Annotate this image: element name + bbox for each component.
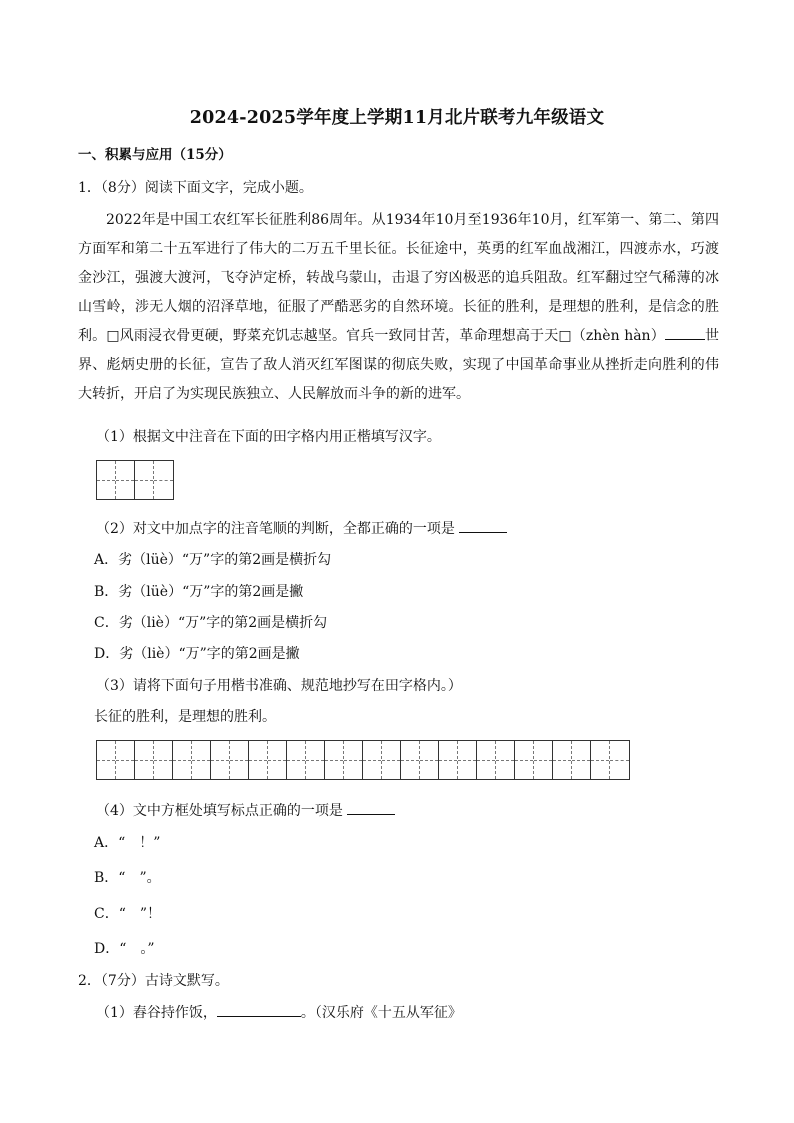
reading-passage: 2022年是中国工农红军长征胜利86周年。从1934年10月至1936年10月，红军第一、第二、第四方面军和第二十五军进行了伟大的二万五千里长征。长征途中，英勇的红军血战湘江，四渡赤水，巧渡金沙江，强渡大渡河，飞夺泸定桥，转战乌蒙山，击退了穷凶极恶的追兵阻敌。红军翻过空气稀薄的冰山雪岭，涉无人烟的沼泽草地，征服了严酷恶劣的自然环境。长征的胜利，是理想的胜利，是信念的胜利。□风雨浸衣骨更硬，野菜充饥志越坚。官兵一致同甘苦，革命理想高于天□（zhèn hàn） 世界、彪炳史册的长征，宣告了敌人消灭红军图谋的彻底失败，实现了中国革命事业从挫折走向胜利的伟大转折，开启了为实现民族独立、人民解放而斗争的新的进军。 [78,212,720,402]
copy-sentence: 长征的胜利，是理想的胜利。 [94,709,276,725]
option-4c[interactable]: C．“ ”！ [94,906,162,922]
answer-blank-2[interactable] [459,518,507,533]
answer-blank-4[interactable] [347,800,395,815]
tianzige-grid-large[interactable] [96,740,630,780]
option-2d[interactable]: D．劣（liè）“万”字的第2画是撇 [94,646,300,662]
question-1-header: 1．（8分）阅读下面文字，完成小题。 [78,180,313,196]
option-4d[interactable]: D．“ 。” [94,941,155,957]
sub-question-1: （1）根据文中注音在下面的田字格内用正楷填写汉字。 [96,429,441,445]
sub-question-3: （3）请将下面句子用楷书准确、规范地抄写在田字格内。） [96,678,462,694]
option-2b[interactable]: B．劣（lüè）“万”字的第2画是撇 [94,584,304,600]
poem-blank-1[interactable] [217,1002,301,1017]
section-heading: 一、积累与应用（15分） [78,147,232,163]
option-2a[interactable]: A．劣（lüè）“万”字的第2画是横折勾 [94,552,332,568]
page-title: 2024-2025学年度上学期11月北片联考九年级语文 [189,108,605,128]
question-2-header: 2．（7分）古诗文默写。 [78,973,229,989]
option-4b[interactable]: B．“ ”。 [94,870,161,886]
sub-question-2: （2）对文中加点字的注音笔顺的判断，全都正确的一项是 [96,518,507,538]
option-2c[interactable]: C．劣（liè）“万”字的第2画是横折勾 [94,615,328,631]
tianzige-grid-small[interactable] [96,460,174,500]
sub-question-4: （4）文中方框处填写标点正确的一项是 [96,800,395,820]
option-4a[interactable]: A．“ ！” [94,835,161,851]
question-2-sub-1: （1）舂谷持作饭， 。（汉乐府《十五从军征》 [96,1002,462,1022]
passage-blank[interactable] [665,325,705,340]
